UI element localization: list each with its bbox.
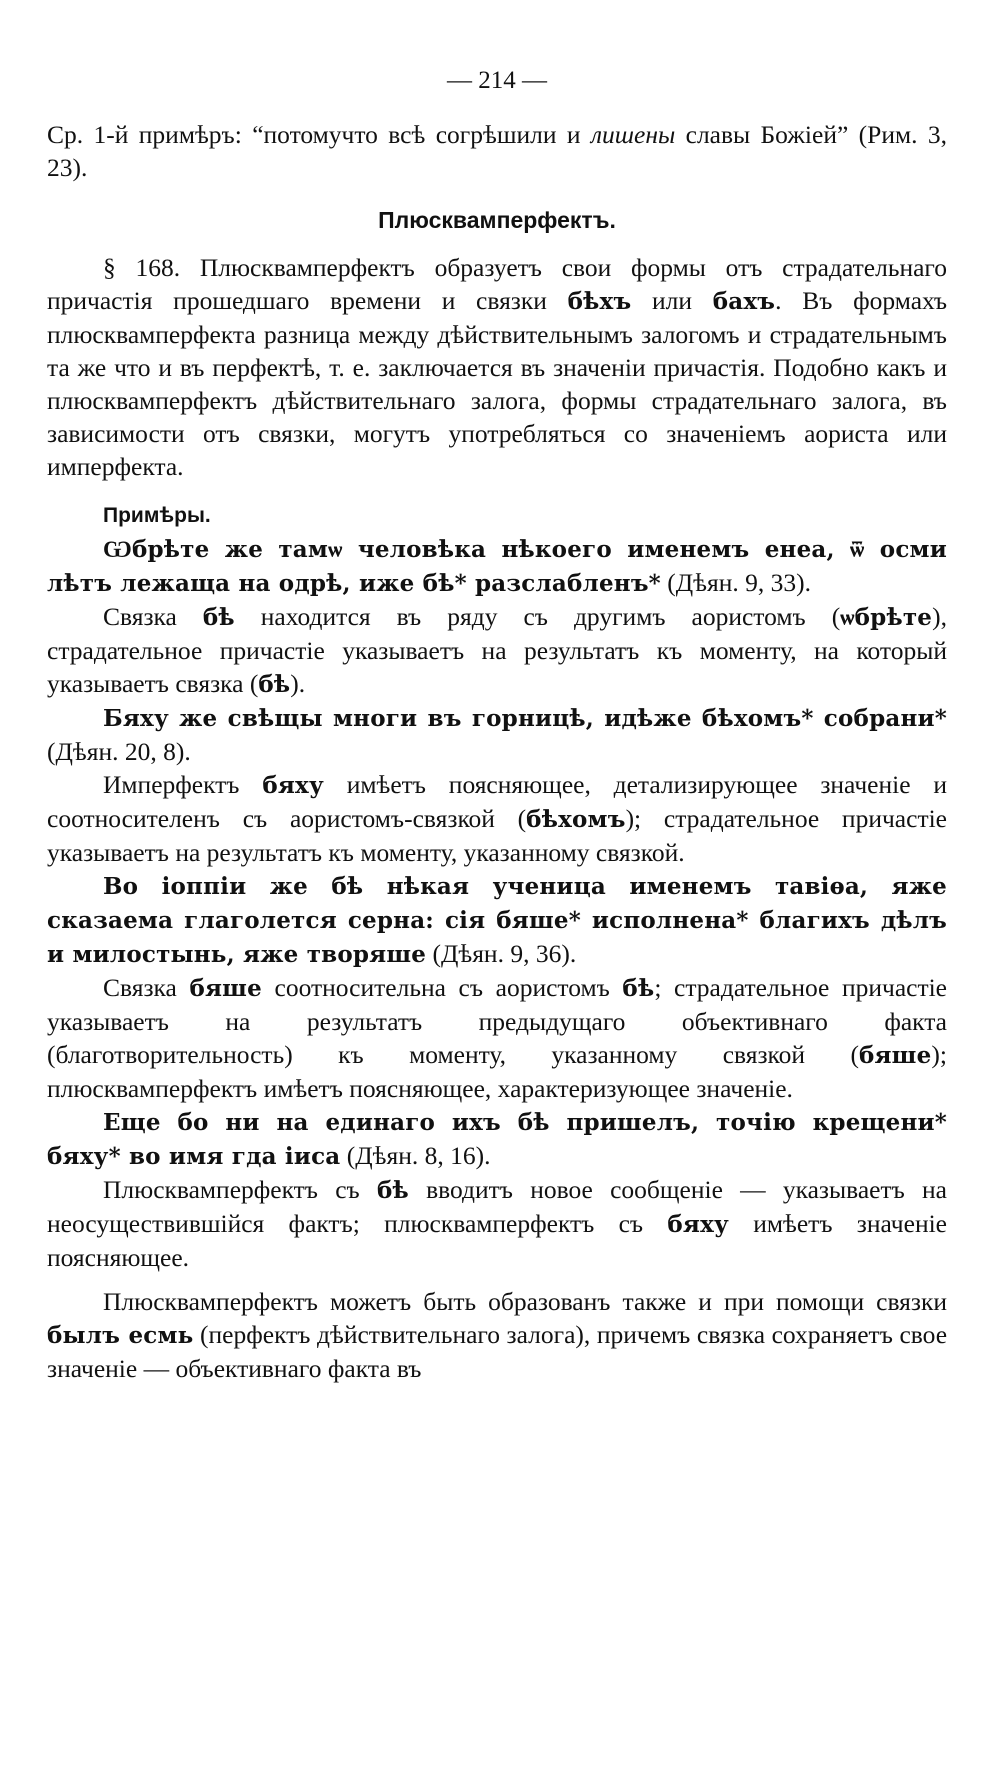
commentary-4-slavonic-1: бѣ [376,1177,409,1204]
commentary-3-text-2: соотносительна съ аористомъ [261,973,623,1002]
commentary-2-text-1: Имперфектъ [103,770,263,799]
commentary-3-text-4: ); плюсквамперфектъ имѣетъ поясняющее, характеризующее значеніе. [47,1040,947,1103]
commentary-1-slavonic-1: бѣ [202,604,235,631]
example-1-slavonic: Ѡбрѣте же тамѡ человѣка нѣкоего именемъ енеа, ѿ осми лѣтъ лежаща на одрѣ, иже бѣ* разслабленъ* [47,536,947,597]
page-number: — 214 — [447,67,547,94]
commentary-3-slavonic-1: бяше [189,975,262,1002]
commentary-3-slavonic-2: бѣ [622,975,655,1002]
example-2-slavonic: Бяху же свѣщы многи въ горницѣ, идѣже бѣхомъ* собрани* [103,705,947,732]
commentary-2-text-2: имѣетъ поясняющее, детализирующее значеніе и соотносителенъ съ аористомъ-связкой ( [47,770,947,833]
commentary-3-slavonic-3: бяше [858,1042,932,1069]
section-title: Плюсквамперфектъ. [378,207,616,233]
intro-text-1: Ср. 1-й примѣръ: “потомучто всѣ согрѣшили и [47,120,591,149]
final-text-2: (перфектъ дѣйствительнаго залога), причемъ связка сохраняетъ свое значеніе — объективнаго факта въ [47,1320,948,1383]
commentary-4-slavonic-2: бяху [667,1211,729,1238]
intro-italic-word: лишены [590,120,676,149]
intro-paragraph [47,118,947,184]
final-slavonic-1: былъ есмь [47,1322,194,1349]
commentary-1-text-4: ). [290,669,306,698]
p168-text-1: § 168. Плюсквамперфектъ образуетъ свои формы отъ страдательнаго причастія прошедшаго времени и связки [47,253,947,315]
commentary-4-text-2: вводитъ новое сообщеніе — указываетъ на неосуществившійся фактъ; плюсквамперфектъ съ [47,1175,947,1238]
example-2 [47,701,947,768]
commentary-4-text-3: имѣетъ значеніе поясняющее. [47,1209,947,1272]
commentary-4-text-1: Плюсквамперфектъ съ [103,1175,377,1204]
commentary-3-text-1: Связка [103,973,190,1002]
commentary-2-slavonic-1: бяху [262,772,324,799]
example-4-reference: (Дѣян. 8, 16). [340,1141,491,1170]
commentary-3 [47,971,947,1105]
example-1-reference: (Дѣян. 9, 33). [660,568,812,597]
p168-slavonic-1: бѣхъ [567,288,632,315]
commentary-1-text-3: ), страдательное причастіе указываетъ на результатъ къ моменту, на который указываетъ связка ( [47,602,947,698]
book-page [47,62,947,1385]
commentary-2 [47,768,947,869]
p168-text-3: . Въ формахъ плюсквамперфекта разница между дѣйствительнымъ залогомъ и страдательнымъ та же что и въ перфектѣ, т. е. заключается въ значеніи причастія. Подобно какъ и плюсквамперфектъ дѣйствительнаго залога, формы страдательнаго залога, въ зависимости отъ связки, могутъ употребляться со значеніемъ аориста или имперфекта. [47,286,948,481]
commentary-1-slavonic-3: бѣ [258,671,291,698]
commentary-1-text-2: находится въ ряду съ другимъ аористомъ ( [234,602,841,631]
commentary-2-slavonic-2: бѣхомъ [526,806,626,833]
paragraph-168 [47,251,947,483]
example-2-reference: (Дѣян. 20, 8). [47,737,191,766]
commentary-1 [47,600,947,701]
example-4-slavonic: Еще бо ни на единаго ихъ бѣ пришелъ, точію крещени* бяху* во имя гда іиса [47,1109,947,1170]
final-paragraph [47,1285,947,1385]
commentary-2-text-3: ); страдательное причастіе указываетъ на результатъ къ моменту, указанному связкой. [47,804,947,867]
example-3-reference: (Дѣян. 9, 36). [426,939,577,968]
commentary-1-slavonic-2: ѡбрѣте [840,604,933,631]
intro-text-2: славы Божіей” (Рим. 3, 23). [47,120,947,182]
p168-slavonic-2: бахъ [712,288,776,315]
commentary-4 [47,1173,947,1274]
final-text-1: Плюсквамперфектъ можетъ быть образованъ также и при помощи связки [103,1287,947,1316]
p168-text-2: или [631,286,713,315]
commentary-3-text-3: ; страдательное причастіе указываетъ на результатъ предыдущаго объективнаго факта (благотворительность) къ моменту, указанному связкой ( [47,973,947,1069]
example-3-slavonic: Во іоппіи же бѣ нѣкая ученица именемъ тавіѳа, яже сказаема глаголется серна: сія бяше* исполнена* благихъ дѣлъ и милостынь, яже творяше [47,873,947,968]
example-3 [47,869,947,971]
paragraph-gap [47,1274,947,1285]
example-4 [47,1105,947,1173]
examples-heading: Примѣры. [103,504,211,527]
example-1 [47,532,947,600]
commentary-1-text-1: Связка [103,602,203,631]
